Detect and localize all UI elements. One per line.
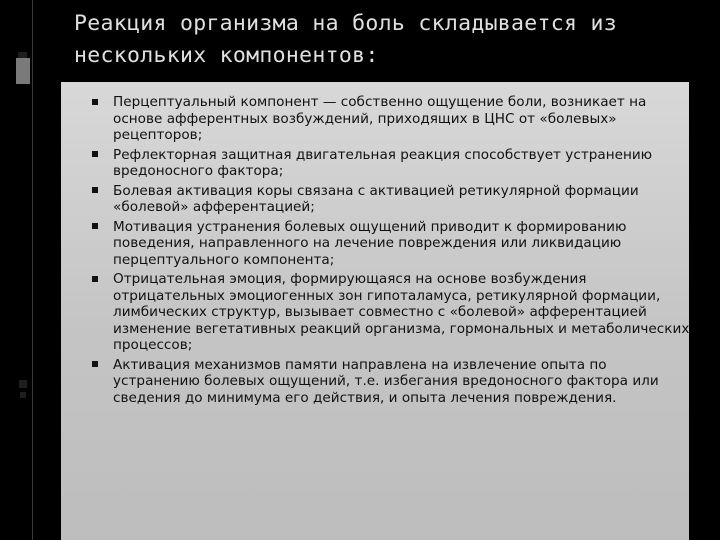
- bullet-text: Активация механизмов памяти направлена на извлечение опыта по устранению болевых ощущений, т.е. избегания вредоносного фактора или сведения до минимума его действия, и опыта лечения повреждения.: [113, 356, 659, 406]
- bullet-text: Перцептуальный компонент — собственно ощущение боли, возникает на основе афферентных возбуждений, приходящих в ЦНС от «болевых» рецепторов;: [113, 94, 647, 143]
- square-bullet-icon: [92, 276, 98, 282]
- square-bullet-icon: [92, 361, 98, 367]
- slide-title: Реакция организма на боль складывается из нескольких компонентов:: [74, 11, 618, 68]
- bullet-text: Отрицательная эмоция, формирующаяся на основе возбуждения отрицательных эмоциогенных зон гипоталамуса, ретикулярной формации, лимбических структур, вызывает совместно с «болевой» афферентацией изменение вегетативных реакций организма, гормональных и метаболических процессов;: [113, 271, 690, 353]
- decor-square: [20, 392, 26, 398]
- bullet-item-1: [92, 94, 692, 144]
- square-bullet-icon: [92, 187, 98, 193]
- bullet-text: Болевая активация коры связана с активацией ретикулярной формации «болевой» афферентацией;: [113, 182, 639, 215]
- bullet-item-6: [92, 357, 692, 407]
- left-decor-bar: [0, 0, 32, 540]
- bullet-item-5: [92, 271, 692, 354]
- decor-square-accent: [16, 58, 30, 84]
- vertical-divider: [32, 0, 33, 540]
- bullet-text: Мотивация устранения болевых ощущений приводит к формированию поведения, направленного на лечение повреждения или ликвидацию перцептуального компонента;: [113, 218, 627, 268]
- square-bullet-icon: [92, 99, 98, 105]
- bullet-item-3: [92, 183, 692, 216]
- square-bullet-icon: [92, 223, 98, 229]
- bullet-list: [92, 94, 692, 409]
- square-bullet-icon: [92, 151, 98, 157]
- bullet-text: Рефлекторная защитная двигательная реакция способствует устранению вредоносного фактора;: [113, 146, 653, 179]
- bullet-item-4: [92, 219, 692, 269]
- bullet-item-2: [92, 147, 692, 180]
- decor-square: [19, 380, 27, 388]
